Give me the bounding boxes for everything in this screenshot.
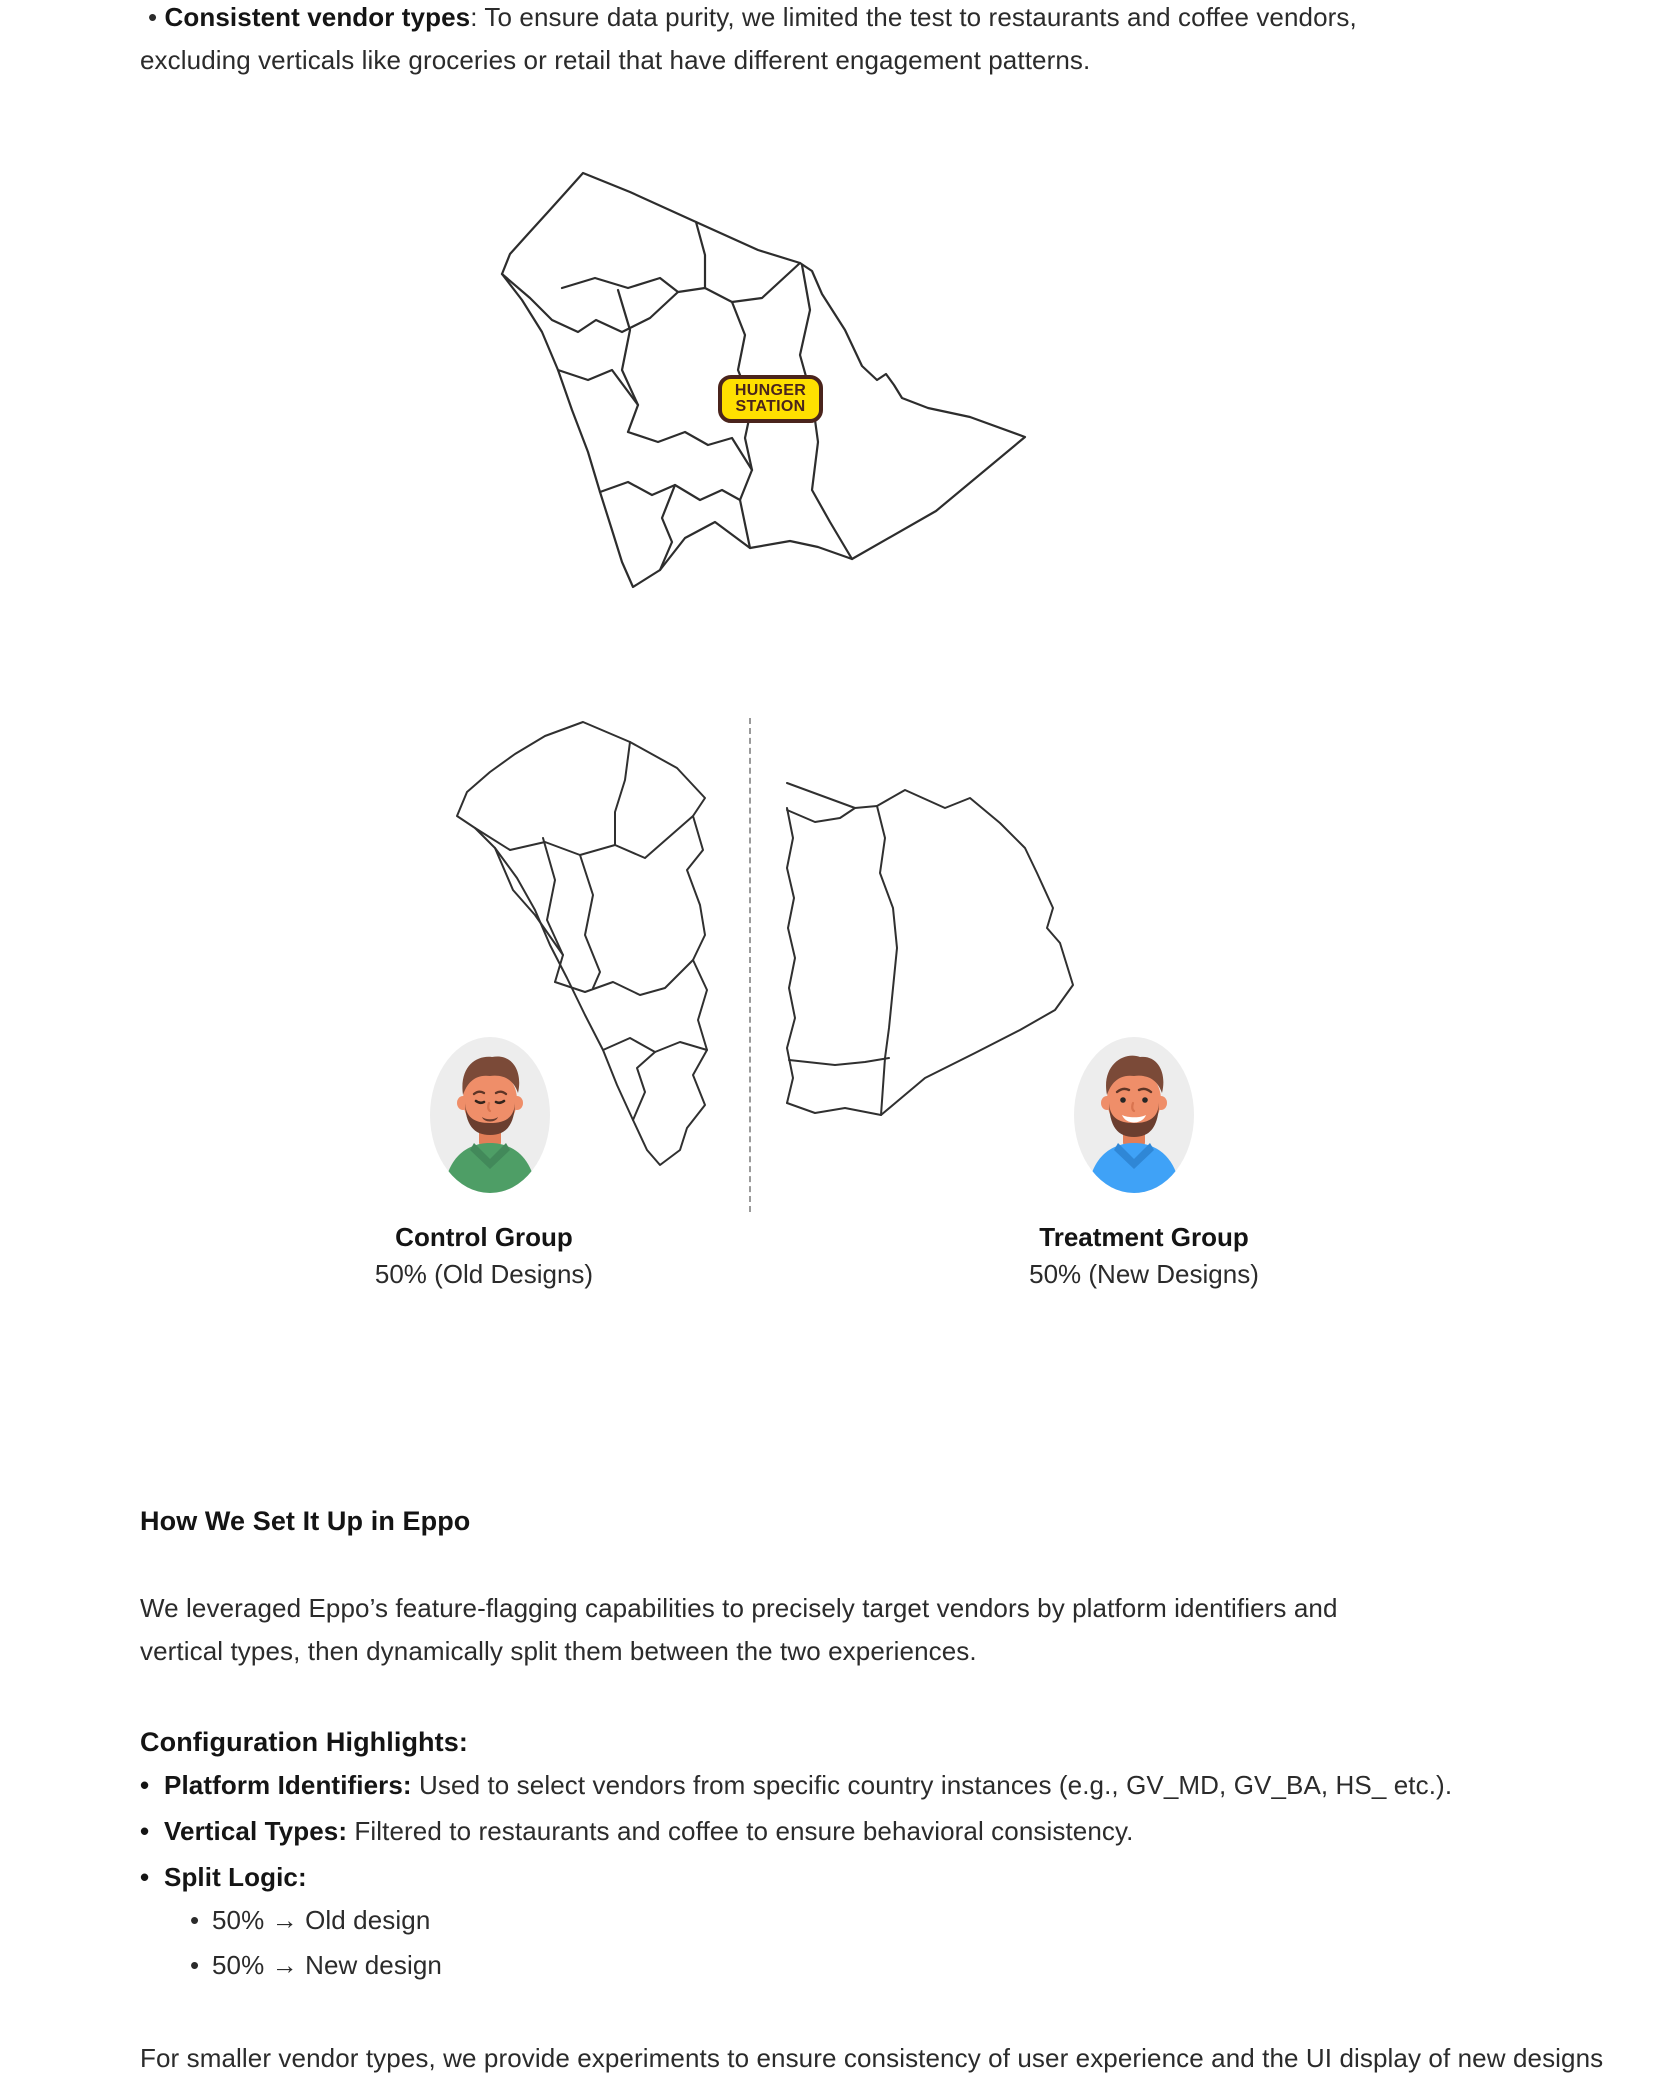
region-border (495, 848, 563, 955)
split-divider-dashed-line (749, 718, 751, 1212)
region-border (877, 806, 897, 1115)
section-heading-config: Configuration Highlights: (140, 1727, 468, 1757)
region-border (660, 485, 675, 570)
top-bullet-line1: • Consistent vendor types: To ensure data purity, we limited the test to restaurants and coffee vendors, (148, 2, 1357, 32)
region-border (502, 274, 678, 332)
bullet-platform-identifiers (140, 1764, 1452, 1807)
bullet-vertical-types (140, 1810, 1134, 1853)
hungerstation-logo-line2: STATION (735, 398, 806, 415)
sub-bullet-old-design (190, 1899, 430, 1942)
region-border (732, 302, 752, 548)
bullet-dot: • (190, 1950, 200, 1980)
region-border (543, 838, 563, 982)
region-border (558, 370, 638, 405)
treatment-map-illustration (785, 778, 1075, 1123)
hungerstation-logo-line1: HUNGER (734, 382, 807, 399)
region-border (787, 808, 795, 1103)
region-border (615, 742, 630, 845)
treatment-group-subtitle: 50% (New Designs) (1029, 1259, 1259, 1289)
bullet-platform-text: Used to select vendors from specific country instances (e.g., GV_MD, GV_BA, HS_ etc.). (411, 1770, 1453, 1800)
how-paragraph-line1: We leveraged Eppo’s feature-flagging capabilities to precisely target vendors by platform identifiers and (140, 1593, 1338, 1623)
top-bullet-rest: : To ensure data purity, we limited the test to restaurants and coffee vendors, (470, 2, 1357, 32)
treatment-avatar-illustration (1074, 1037, 1194, 1198)
treatment-map-figure (785, 778, 1075, 1128)
bullet-split-label: Split Logic: (164, 1862, 307, 1892)
region-border (628, 432, 752, 470)
top-bullet-paragraph (140, 0, 1357, 82)
sub-bullet-old-text: 50% → Old design (212, 1905, 431, 1935)
top-bullet-line2: excluding verticals like groceries or retail that have different engagement patterns. (140, 45, 1091, 75)
region-border (633, 1052, 655, 1120)
region-border (603, 1038, 707, 1052)
how-paragraph (140, 1587, 1338, 1673)
control-group-label (274, 1222, 694, 1290)
region-border (562, 263, 800, 302)
region-border (475, 816, 693, 858)
treatment-group-label (934, 1222, 1354, 1290)
saudi-map-figure (500, 170, 1025, 590)
clipped-paragraph-text: For smaller vendor types, we provide experiments to ensure consistency of user experience and the UI display of new designs (140, 2043, 1604, 2073)
bullet-dot: • (140, 1816, 150, 1846)
control-group-subtitle: 50% (Old Designs) (374, 1259, 594, 1289)
control-avatar-illustration (430, 1037, 550, 1198)
bullet-dot: • (190, 1905, 200, 1935)
control-group-title: Control Group (395, 1222, 573, 1252)
region-border (696, 222, 705, 288)
sub-bullet-new-design (190, 1944, 442, 1987)
sub-bullet-new-text: 50% → New design (212, 1950, 442, 1980)
top-bullet-label: Consistent vendor types (164, 2, 471, 32)
region-border (787, 808, 855, 822)
region-border (618, 290, 638, 432)
bullet-vertical-label: Vertical Types: (164, 1816, 348, 1846)
treatment-group-title: Treatment Group (1039, 1222, 1249, 1252)
hungerstation-logo (718, 375, 823, 423)
section-heading-how: How We Set It Up in Eppo (140, 1506, 471, 1536)
bullet-platform-label: Platform Identifiers: (164, 1770, 412, 1800)
bullet-dot: • (140, 1770, 150, 1800)
bullet-vertical-text: Filtered to restaurants and coffee to ensure behavioral consistency. (347, 1816, 1134, 1846)
region-border (789, 1058, 889, 1065)
how-paragraph-line2: vertical types, then dynamically split them between the two experiences. (140, 1636, 977, 1666)
region-border (555, 960, 693, 995)
bullet-dot: • (140, 1862, 150, 1892)
region-border (580, 855, 600, 988)
bullet-split-logic (140, 1856, 307, 1899)
clipped-paragraph (140, 2037, 1604, 2073)
